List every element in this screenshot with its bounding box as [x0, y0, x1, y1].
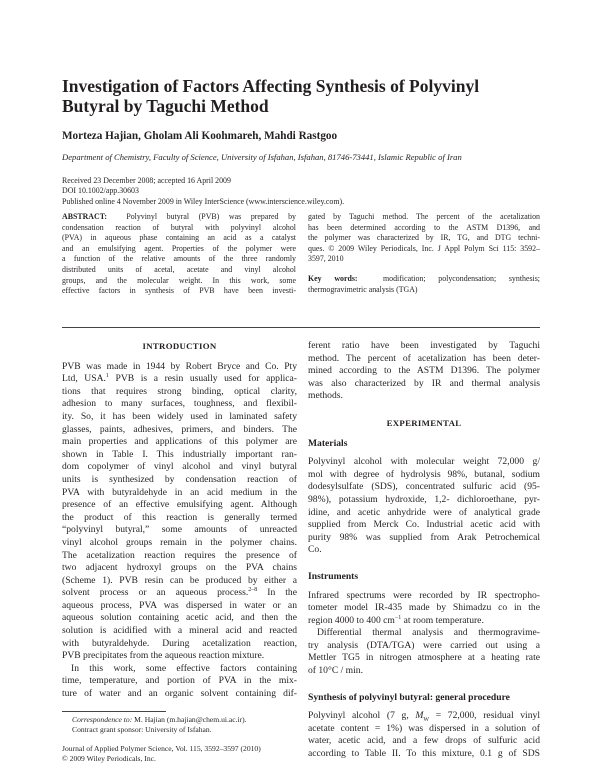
- abstract-left: [62, 212, 296, 297]
- affiliation: Department of Chemistry, Faculty of Science, University of Isfahan, Isfahan, 81746-73441, Islamic Republic of Iran: [62, 152, 462, 162]
- instruments-paragraph: Infrared spectrums were recorded by IR spectropho- tometer model IR-435 made by Shimadzu co in the region 4000 to 400 $cm^{-1}$ at room temperature. Differential thermal analysis and thermogravime- try analysis (DTA/TGA) were carried out using a Mettler TG5 in nitrogen atmosphere at a heating rate of 10°C / min.: [308, 589, 540, 677]
- received-date: Received 23 December 2008; accepted 16 April 2009: [62, 176, 231, 185]
- footnote-divider: [62, 711, 166, 712]
- author-list: Morteza Hajian, Gholam Ali Koohmareh, Mahdi Rastgoo: [62, 130, 338, 142]
- paper-title: [62, 76, 542, 116]
- synthesis-heading: Synthesis of polyvinyl butyral: general procedure: [308, 691, 510, 703]
- introduction-paragraph-1: PVB was made in 1944 by Robert Bryce and Co. Pty Ltd, USA.$^1$ PVB is a resin usually used for applica- tions that requires strong binding, optical clarity, adhesion to many surfaces, toughness, and flexibil- ity. So, it has been widely used in laminated safety glasses, paints, adhesives, primers, and binders. The main properties and applications of this polymer are shown in Table I. This industrially important ran- dom copolymer of vinyl alcohol and vinyl butyral units is synthesized by condensation reaction of PVA with butyraldehyde in an acid medium in the presence of an effective emulsifying agent. Although the product of this reaction is generally termed “polyvinyl butyral,” some amounts of unreacted vinyl alcohol groups remain in the polymer chains. The acetalization reaction requires the presence of two adjacent hydroxyl groups on the PVA chains (Scheme 1). PVB resin can be produced by either a solvent process or an aqueous process.$^{2-8}$ In the aqueous process, PVA was dispersed in water or an aqueous solution containing acetic acid, and then the solution is acidified with a mineral acid and reacted with butyraldehyde. During acetalization reaction, PVB precipitates from the aqueous reaction mixture.: [62, 360, 297, 662]
- abstract-line: and an emulsifying agent. Properties of the polymer were: [62, 243, 296, 253]
- keywords-text: thermogravimetric analysis (TGA): [308, 284, 418, 294]
- title-line-1: Investigation of Factors Affecting Synthesis of Polyvinyl: [62, 76, 480, 96]
- column-right: [308, 340, 540, 761]
- experimental-heading: EXPERIMENTAL: [386, 417, 462, 428]
- grant-sponsor: Contract grant sponsor: University of Isfahan.: [72, 725, 212, 734]
- materials-paragraph: Polyvinyl alcohol with molecular weight 72,000 g/ mol with degree of hydrolysis 98%, butanal, sodium dodesylsulfate (SDS), concentrated sulfuric acid (95- 98%), potassium hydroxide, 1,2- dichloroethane, pyr- idine, and acetic anhydride were of analytical grade supplied from Merck Co. Industrial acetic acid with purity 98% was supplied from Arak Petrochemical Co.: [308, 456, 540, 556]
- footnotes: [72, 715, 302, 735]
- abstract-line: a function of the relative amounts of the three randomly: [62, 254, 296, 264]
- abstract-line: (PVA) in aqueous phase containing an acid as a catalyst: [62, 233, 296, 243]
- publication-dates: [62, 176, 542, 207]
- correspondence-label: Correspondence to:: [72, 715, 133, 724]
- abstract-right: [308, 212, 540, 295]
- abstract-line: distributed units of acetal, acetate and vinyl alcohol: [62, 264, 296, 274]
- abstract-line: 3597, 2010: [308, 254, 344, 264]
- doi: DOI 10.1002/app.30603: [62, 186, 139, 196]
- published-online: Published online 4 November 2009 in Wiley InterScience (www.interscience.wiley.com).: [62, 196, 345, 206]
- instruments-heading: Instruments: [308, 570, 359, 582]
- journal-copyright: © 2009 Wiley Periodicals, Inc.: [62, 754, 156, 763]
- abstract-line: ABSTRACT: Polyvinyl butyral (PVB) was prepared by: [62, 212, 296, 221]
- journal-info: [62, 744, 302, 764]
- abstract-line: the polymer was characterized by IR, TG, and DTG techni-: [308, 233, 540, 243]
- journal-citation: Journal of Applied Polymer Science, Vol. 115, 3592–3597 (2010): [62, 744, 261, 753]
- introduction-continued: ferent ratio have been investigated by Taguchi method. The percent of acetalization has been deter- mined according to the ASTM D1396. The polymer was also characterized by IR and thermal analysis methods.: [308, 340, 540, 402]
- abstract-line: groups, and the molecular weight. In this work, some: [62, 275, 296, 285]
- synthesis-paragraph: Polyvinyl alcohol (7 g, $M_W = 72,000$, residual vinyl acetate content = 1%) was dispersed in a solution of water, acetic acid, and a few drops of sulfuric acid according to Table II. To this mixture, 0.1 g of SDS: [308, 710, 540, 760]
- materials-heading: Materials: [308, 437, 348, 449]
- column-left: [62, 340, 297, 701]
- introduction-paragraph-2: In this work, some effective factors containing time, temperature, and portion of PVA in the mix- ture of water and an organic solvent containing dif-: [62, 662, 297, 700]
- abstract-line: ques. © 2009 Wiley Periodicals, Inc. J Appl Polym Sci 115: 3592–: [308, 243, 540, 253]
- keywords-text: modification; polycondensation; synthesis;: [383, 273, 540, 283]
- abstract-label: ABSTRACT:: [62, 212, 108, 221]
- abstract-line: gated by Taguchi method. The percent of the acetalization: [308, 212, 540, 221]
- keywords-label: Key words:: [308, 273, 358, 283]
- introduction-heading: INTRODUCTION: [142, 341, 217, 351]
- title-line-2: Butyral by Taguchi Method: [62, 96, 269, 116]
- correspondence-contact: M. Hajian (m.hajian@chem.ui.ac.ir).: [134, 715, 247, 724]
- keywords: [308, 274, 540, 295]
- abstract-line: has been determined according to the ASTM D1396, and: [308, 222, 540, 232]
- abstract-line: condensation reaction of butyral with polyvinyl alcohol: [62, 222, 296, 232]
- abstract-divider: [62, 327, 540, 328]
- abstract-line: effective factors in synthesis of PVB have been investi-: [62, 286, 296, 296]
